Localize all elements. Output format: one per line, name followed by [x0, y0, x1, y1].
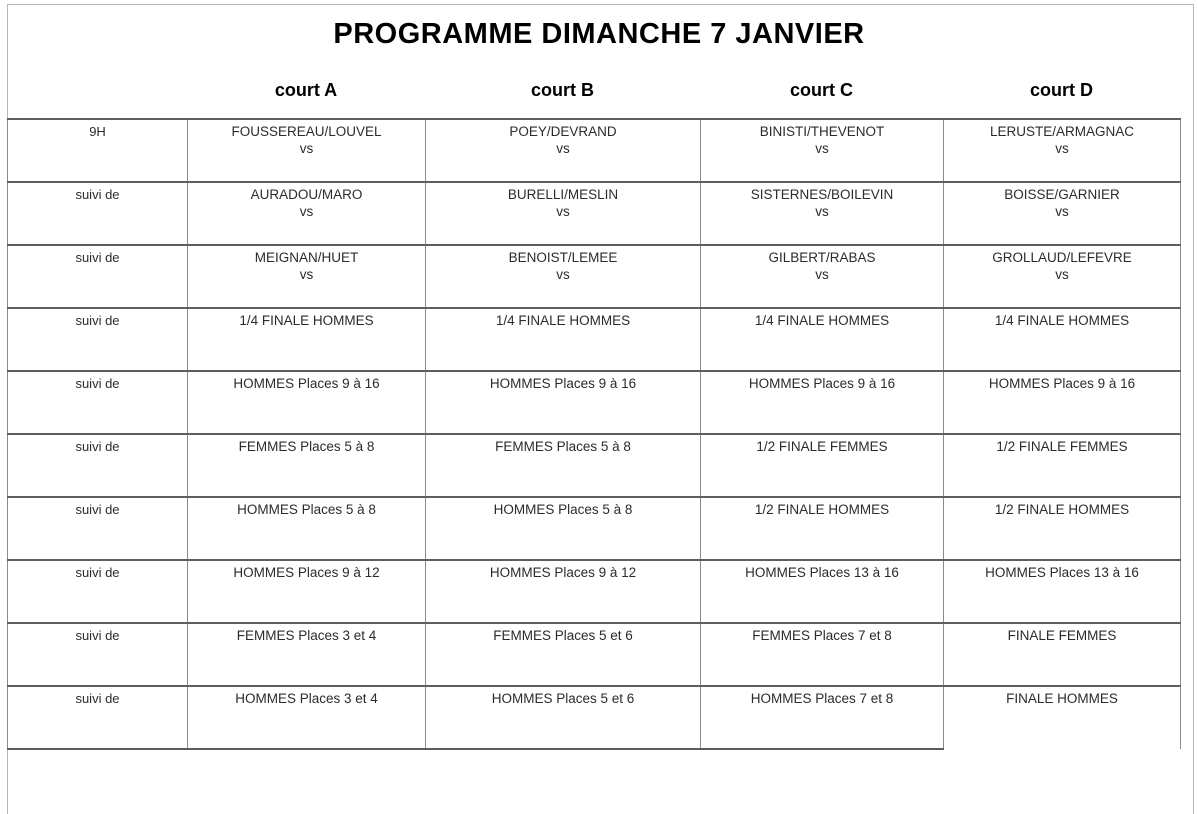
match-cell — [701, 497, 944, 560]
match-label: HOMMES Places 9 à 16 — [988, 376, 1136, 391]
match-cell — [701, 560, 944, 623]
match-cell — [426, 623, 701, 686]
match-label: HOMMES Places 7 et 8 — [750, 691, 894, 706]
vs-label: vs — [299, 267, 314, 282]
match-cell — [701, 686, 944, 749]
time-cell: suivi de — [8, 434, 188, 497]
table-row — [8, 497, 1181, 560]
time-cell: suivi de — [8, 560, 188, 623]
court-d-header: court D — [1030, 80, 1093, 100]
match-cell — [701, 623, 944, 686]
match-cell — [944, 686, 1181, 749]
match-cell — [944, 308, 1181, 371]
table-row — [8, 308, 1181, 371]
match-cell — [944, 560, 1181, 623]
match-cell — [426, 371, 701, 434]
match-cell — [701, 119, 944, 182]
match-cell — [944, 119, 1181, 182]
match-cell — [426, 434, 701, 497]
court-a-header: court A — [274, 80, 338, 100]
vs-label: vs — [299, 204, 314, 219]
vs-label: vs — [815, 204, 829, 219]
match-label: BOISSE/GARNIER — [1004, 187, 1120, 202]
match-label: GROLLAUD/LEFEVRE — [992, 250, 1132, 265]
match-label: BINISTI/THEVENOT — [759, 124, 885, 139]
match-label: HOMMES Places 9 à 16 — [489, 376, 637, 391]
match-label: HOMMES Places 5 et 6 — [491, 691, 635, 706]
match-cell — [188, 308, 426, 371]
table-row — [8, 623, 1181, 686]
match-label: FEMMES Places 3 et 4 — [236, 628, 377, 643]
match-cell — [701, 182, 944, 245]
match-cell — [944, 182, 1181, 245]
match-cell — [426, 497, 701, 560]
table-row — [8, 560, 1181, 623]
match-label: FEMMES Places 5 à 8 — [238, 439, 375, 454]
match-label: HOMMES Places 5 à 8 — [493, 502, 633, 517]
match-cell — [426, 182, 701, 245]
match-label: 1/4 FINALE HOMMES — [754, 313, 890, 328]
time-cell: suivi de — [8, 308, 188, 371]
match-label: BENOIST/LEMEE — [508, 250, 618, 265]
match-label: LERUSTE/ARMAGNAC — [989, 124, 1135, 139]
match-label: HOMMES Places 3 et 4 — [235, 691, 378, 706]
vs-label: vs — [1055, 267, 1069, 282]
match-label: HOMMES Places 9 à 12 — [233, 565, 380, 580]
match-label: HOMMES Places 9 à 12 — [489, 565, 637, 580]
match-label: 1/4 FINALE HOMMES — [239, 313, 374, 328]
match-label: 1/2 FINALE FEMMES — [996, 439, 1128, 454]
table-row — [8, 371, 1181, 434]
match-label: MEIGNAN/HUET — [254, 250, 359, 265]
vs-label: vs — [556, 267, 570, 282]
schedule-table — [7, 118, 1181, 750]
match-cell — [944, 497, 1181, 560]
match-label: HOMMES Places 13 à 16 — [985, 565, 1139, 580]
match-label: FINALE FEMMES — [1007, 628, 1117, 643]
match-cell — [701, 434, 944, 497]
time-cell: suivi de — [8, 182, 188, 245]
match-label: SISTERNES/BOILEVIN — [750, 187, 894, 202]
vs-label: vs — [556, 141, 570, 156]
table-row — [8, 434, 1181, 497]
time-cell: 9H — [8, 119, 188, 182]
match-label: POEY/DEVRAND — [509, 124, 617, 139]
match-label: 1/4 FINALE HOMMES — [495, 313, 631, 328]
match-label: GILBERT/RABAS — [768, 250, 876, 265]
match-cell — [188, 371, 426, 434]
match-cell — [188, 560, 426, 623]
match-cell — [701, 371, 944, 434]
vs-label: vs — [556, 204, 570, 219]
match-cell — [944, 623, 1181, 686]
match-cell — [426, 686, 701, 749]
court-b-header: court B — [531, 80, 594, 100]
table-row — [8, 119, 1181, 182]
court-header-row — [7, 80, 1180, 101]
match-label: FINALE HOMMES — [1006, 691, 1118, 706]
time-cell: suivi de — [8, 371, 188, 434]
time-cell: suivi de — [8, 686, 188, 749]
match-cell — [426, 308, 701, 371]
match-label: BURELLI/MESLIN — [507, 187, 619, 202]
match-cell — [188, 182, 426, 245]
match-cell — [426, 245, 701, 308]
table-row — [8, 686, 1181, 749]
match-cell — [188, 497, 426, 560]
time-column-header — [7, 80, 187, 101]
match-label: FOUSSEREAU/LOUVEL — [231, 124, 382, 139]
schedule-body — [8, 119, 1181, 749]
match-cell — [188, 623, 426, 686]
match-cell — [701, 308, 944, 371]
vs-label: vs — [815, 267, 829, 282]
match-label: 1/2 FINALE HOMMES — [994, 502, 1130, 517]
match-label: 1/2 FINALE HOMMES — [754, 502, 890, 517]
match-cell — [944, 371, 1181, 434]
vs-label: vs — [1055, 141, 1069, 156]
match-label: HOMMES Places 13 à 16 — [745, 565, 899, 580]
match-label: AURADOU/MARO — [250, 187, 363, 202]
match-cell — [188, 434, 426, 497]
table-row — [8, 245, 1181, 308]
time-cell: suivi de — [8, 245, 188, 308]
vs-label: vs — [815, 141, 829, 156]
match-cell — [944, 245, 1181, 308]
match-label: HOMMES Places 9 à 16 — [748, 376, 896, 391]
match-cell — [944, 434, 1181, 497]
match-label: 1/4 FINALE HOMMES — [994, 313, 1130, 328]
match-cell — [426, 119, 701, 182]
match-label: FEMMES Places 7 et 8 — [752, 628, 892, 643]
match-cell — [188, 245, 426, 308]
match-label: HOMMES Places 5 à 8 — [237, 502, 376, 517]
time-cell: suivi de — [8, 497, 188, 560]
match-label: HOMMES Places 9 à 16 — [233, 376, 380, 391]
time-cell: suivi de — [8, 623, 188, 686]
match-label: FEMMES Places 5 et 6 — [493, 628, 633, 643]
match-label: 1/2 FINALE FEMMES — [756, 439, 888, 454]
table-row — [8, 182, 1181, 245]
match-label: FEMMES Places 5 à 8 — [495, 439, 631, 454]
page-title: PROGRAMME DIMANCHE 7 JANVIER — [333, 18, 865, 50]
vs-label: vs — [299, 141, 314, 156]
match-cell — [426, 560, 701, 623]
court-c-header: court C — [790, 80, 853, 100]
match-cell — [701, 245, 944, 308]
vs-label: vs — [1055, 204, 1069, 219]
match-cell — [188, 686, 426, 749]
match-cell — [188, 119, 426, 182]
